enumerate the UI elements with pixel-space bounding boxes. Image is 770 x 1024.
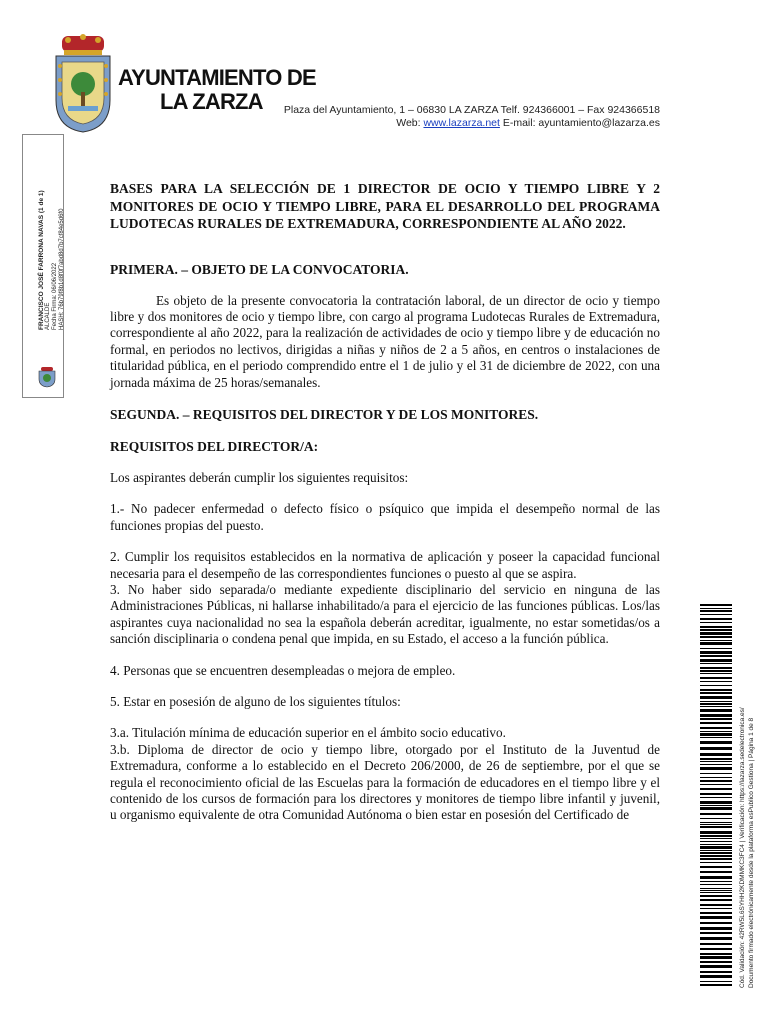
organization-name-line1: AYUNTAMIENTO DE — [118, 65, 316, 90]
section-primera-body: Es objeto de la presente convocatoria la contratación laboral, de un director de ocio y tiempo libre y dos monitores de ocio y tiempo libre, con cargo al programa Ludotecas Rurales de Extremadura, correspondiente al año 2022, para la realización de actividades de ocio y tiempo libre y de educación no formal, en periodos no lectivos, dirigidas a niñas y niños de 2 a 5 años, en centros o instalaciones de titularidad pública, en el periodo comprendido entre el 1 de julio y el 31 de diciembre de 2022, con una jornada máxima de 25 horas/semanales. — [110, 292, 660, 390]
email-text: E-mail: ayuntamiento@lazarza.es — [502, 117, 660, 129]
requirement-5: 5. Estar en posesión de alguno de los siguientes títulos: — [110, 694, 401, 709]
validation-block — [738, 707, 756, 988]
document-body — [110, 180, 660, 824]
contact-info — [250, 104, 660, 130]
requirement-5b: 3.b. Diploma de director de ocio y tiempo libre, otorgado por el Instituto de la Juventud de Extremadura, conforme a lo establecido en el Decreto 206/2000, de 26 de septiembre, por el que se regula el reconocimiento oficial de las Escuelas para la formación de educadores en el tiempo libre y el contenido de los cursos de formación para los directores y monitores de tiempo libre infantil y juvenil, u organismo equivalente de otra Comunidad Autónoma o bien estar en posesión del Certificado de — [110, 741, 660, 823]
requirement-2: 2. Cumplir los requisitos establecidos en la normativa de aplicación y poseer la capacidad funcional necesaria para el desempeño de las correspondientes funciones o puesto al que se aspira. — [110, 549, 660, 581]
address-line: Plaza del Ayuntamiento, 1 – 06830 LA ZARZA Telf. 924366001 – Fax 924366518 — [283, 104, 660, 116]
signer-name: FRANCISCO JOSÉ FARRONA NAVAS (1 de 1) — [38, 190, 45, 330]
organization-name-line2: LA ZARZA — [160, 89, 263, 114]
signature-date: Fecha Firma: 06/06/2022 — [52, 262, 58, 330]
document-title: BASES PARA LA SELECCIÓN DE 1 DIRECTOR DE OCIO Y TIEMPO LIBRE Y 2 MONITORES DE OCIO Y TIEMPO LIBRE, PARA EL DESARROLLO DEL PROGRAMA LUDOTECAS RURALES DE EXTREMADURA, CORRESPONDIENTE AL AÑO 2022. — [110, 181, 660, 231]
signature-hash: HASH: 76b79f8b1d8f0f7abd8d7b7cf84e5d6f0 — [59, 208, 65, 330]
requirement-3: 3. No haber sido separada/o mediante expediente disciplinario del servicio en ninguna de las Administraciones Públicas, ni hallarse inhabilitado/a para el ejercicio de las funciones públicas. Los/las aspirantes cuya nacionalidad no sea la española deberán acreditar, igualmente, no estar sometidas/os a sanción disciplinaria o condena penal que impida, en su Estado, el acceso a la función pública. — [110, 581, 660, 647]
requirement-5a: 3.a. Titulación mínima de educación superior en el ámbito socio educativo. — [110, 725, 506, 741]
web-email-line — [250, 117, 660, 130]
signature-block — [38, 190, 66, 330]
coat-of-arms-logo — [50, 34, 116, 134]
section-heading-segunda: SEGUNDA. – REQUISITOS DEL DIRECTOR Y DE LOS MONITORES. — [110, 406, 539, 422]
web-label: Web: — [396, 117, 421, 129]
signature-seal-icon — [36, 366, 58, 388]
barcode-icon — [700, 604, 732, 986]
website-link[interactable]: www.lazarza.net — [423, 117, 500, 129]
requirements-intro: Los aspirantes deberán cumplir los siguientes requisitos: — [110, 469, 409, 485]
signer-role: ALCALDE — [45, 302, 51, 330]
requirement-1: 1.- No padecer enfermedad o defecto físico o psíquico que impida el desempeño normal de las funciones propias del puesto. — [110, 501, 660, 533]
section-heading-primera: PRIMERA. – OBJETO DE LA CONVOCATORIA. — [110, 261, 409, 277]
validation-platform: Documento firmado electrónicamente desde la plataforma esPublico Gestiona | Página 1 de 8 — [748, 717, 755, 988]
requirement-4: 4. Personas que se encuentren desempleadas o mejora de empleo. — [110, 662, 456, 678]
subheading-director: REQUISITOS DEL DIRECTOR/A: — [110, 438, 319, 454]
validation-code: Cód. Validación: 42RW5L6SYHH2KDMMKC3FC4 | Verificación: https://lazarza.sedelectronica.es/ — [739, 707, 746, 988]
